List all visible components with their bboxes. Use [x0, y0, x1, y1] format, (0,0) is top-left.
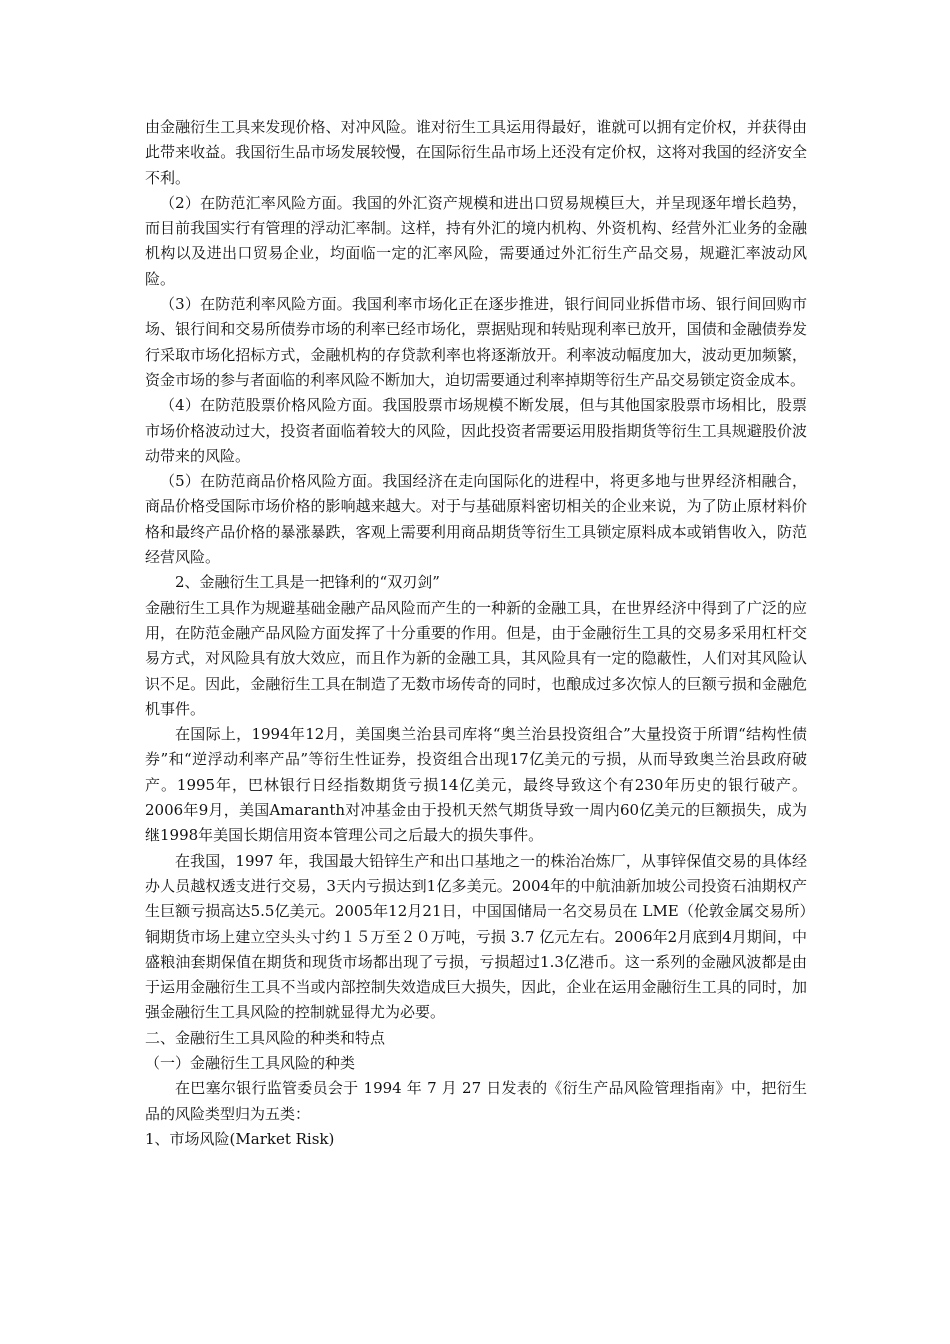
document-body	[145, 115, 807, 1152]
paragraph-domestic-cases: 在我国，1997 年，我国最大铅锌生产和出口基地之一的株治冶炼厂，从事锌保值交易的具体经办人员越权透支进行交易，3天内亏损达到1亿多美元。2004年的中航油新加坡公司投资石油期权产生巨额亏损高达5.5亿美元。2005年12月21日，中国国储局一名交易员在 LME（伦敦金属交易所）铜期货市场上建立空头头寸约１５万至２０万吨，亏损 3.7 亿元左右。2006年2月底到4月期间，中盛粮油套期保值在期货和现货市场都出现了亏损，亏损超过1.3亿港币。这一系列的金融风波都是由于运用金融衍生工具不当或内部控制失效造成巨大损失，因此，企业在运用金融衍生工具的同时，加强金融衍生工具风险的控制就显得尤为必要。	[145, 851, 807, 1022]
paragraph-commodity-price-risk: （5）在防范商品价格风险方面。我国经济在走向国际化的进程中，将更多地与世界经济相融合，商品价格受国际市场价格的影响越来越大。对于与基础原料密切相关的企业来说，为了防止原材料价格和最终产品价格的暴涨暴跌，客观上需要利用商品期货等衍生工具锁定原料成本或销售收入，防范经营风险。	[145, 472, 807, 567]
paragraph-international-cases: 在国际上，1994年12月，美国奥兰治县司库将“奥兰治县投资组合”大量投资于所谓“结构性债券”和“逆浮动利率产品”等衍生性证券，投资组合出现17亿美元的亏损，从而导致奥兰治县政府破产。1995年，巴林银行日经指数期货亏损14亿美元，最终导致这个有230年历史的银行破产。2006年9月，美国Amaranth对冲基金由于投机天然气期货导致一周内60亿美元的巨额损失，成为继1998年美国长期信用资本管理公司之后最大的损失事件。	[145, 725, 807, 845]
paragraph-basel-guideline: 在巴塞尔银行监管委员会于 1994 年 7 月 27 日发表的《衍生产品风险管理指南》中，把衍生品的风险类型归为五类：	[145, 1079, 807, 1123]
paragraph-stock-price-risk: （4）在防范股票价格风险方面。我国股票市场规模不断发展，但与其他国家股票市场相比，股票市场价格波动过大，投资者面临着较大的风险，因此投资者需要运用股指期货等衍生工具规避股价波动带来的风险。	[145, 396, 807, 465]
section-heading-risk-types: 二、金融衍生工具风险的种类和特点	[145, 1028, 386, 1047]
paragraph-derivatives-overview: 金融衍生工具作为规避基础金融产品风险而产生的一种新的金融工具，在世界经济中得到了广泛的应用，在防范金融产品风险方面发挥了十分重要的作用。但是，由于金融衍生工具的交易多采用杠杆交易方式，对风险具有放大效应，而且作为新的金融工具，其风险具有一定的隐蔽性，人们对其风险认识不足。因此，金融衍生工具在制造了无数市场传奇的同时，也酿成过多次惊人的巨额亏损和金融危机事件。	[145, 598, 807, 718]
paragraph-exchange-rate-risk: （2）在防范汇率风险方面。我国的外汇资产规模和进出口贸易规模巨大，并呈现逐年增长趋势，而目前我国实行有管理的浮动汇率制。这样，持有外汇的境内机构、外资机构、经营外汇业务的金融机构以及进出口贸易企业，均面临一定的汇率风险，需要通过外汇衍生产品交易，规避汇率波动风险。	[145, 193, 807, 288]
subsection-heading-risk-categories: （一）金融衍生工具风险的种类	[145, 1053, 356, 1072]
section-heading-double-edged-sword: 2、金融衍生工具是一把锋利的“双刃剑”	[175, 573, 440, 592]
paragraph-intro: 由金融衍生工具来发现价格、对冲风险。谁对衍生工具运用得最好，谁就可以拥有定价权，并获得由此带来收益。我国衍生品市场发展较慢，在国际衍生品市场上还没有定价权，这将对我国的经济安全不利。	[145, 118, 807, 187]
paragraph-interest-rate-risk: （3）在防范利率风险方面。我国利率市场化正在逐步推进，银行间同业拆借市场、银行间回购市场、银行间和交易所债券市场的利率已经市场化，票据贴现和转贴现利率已放开，国债和金融债券发行采取市场化招标方式，金融机构的存贷款利率也将逐渐放开。利率波动幅度加大，波动更加频繁，资金市场的参与者面临的利率风险不断加大，迫切需要通过利率掉期等衍生产品交易锁定资金成本。	[145, 295, 807, 389]
list-item-market-risk: 1、市场风险(Market Risk)	[145, 1129, 335, 1148]
